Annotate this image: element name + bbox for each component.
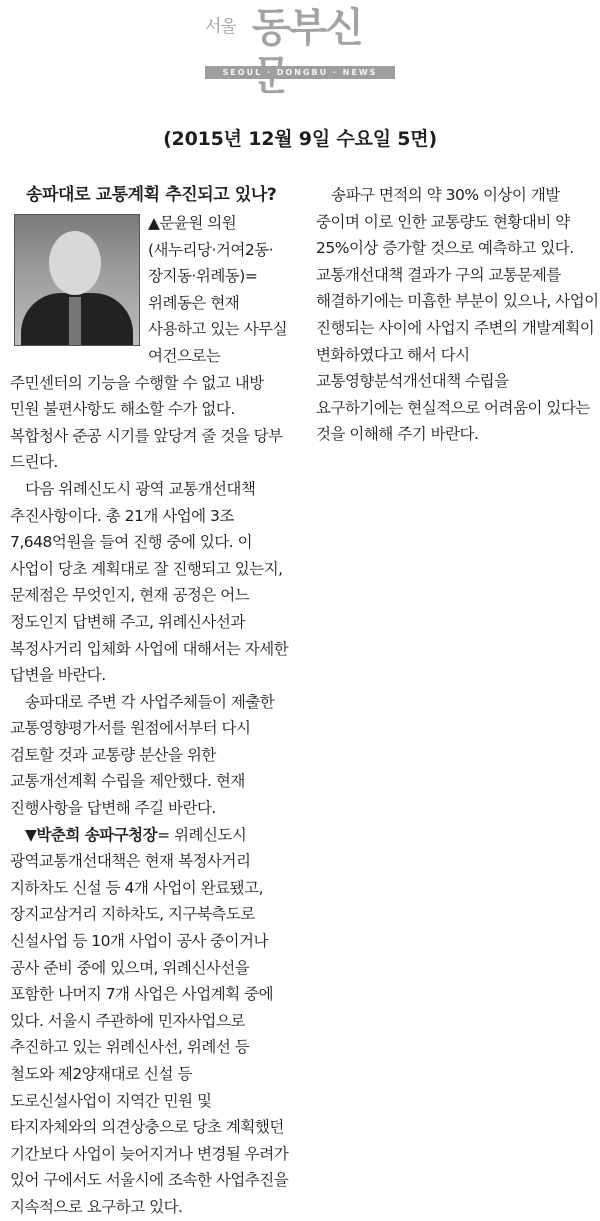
- publication-dateline: (2015년 12월 9일 수요일 5면): [163, 128, 437, 150]
- question-paragraph-1: = 위례동은 현재 사용하고 있는 사무실 여건으로는 주민센터의 기능을 수행할 수 없고 내방 민원 불편사항도 해소할 수가 없다. 복합청사 준공 시기를 앞당겨 줄 것을 당부 드린다.: [10, 267, 288, 472]
- councilor-photo: [14, 214, 140, 346]
- question-marker: ▲: [148, 214, 160, 232]
- masthead-band: SEOUL · DONGBU · NEWS: [205, 66, 395, 79]
- masthead-title: 동부신: [252, 4, 362, 51]
- article-column-left: [10, 210, 293, 1221]
- answer-paragraph-2: 송파구 면적의 약 30% 이상이 개발 중이며 이로 인한 교통량도 현황대비 약 25%이상 증가할 것으로 예측하고 있다. 교통개선대책 결과가 구의 교통문제를 해결하기에는 미흡한 부분이 있으나, 사업이 진행되는 사이에 사업지 주변의 개발계획이 변화하였다고 해서 다시 교통영향분석개선대책 수립을 요구하기에는 현실적으로 어려움이 있다는 것을 이해해 주기 바란다.: [316, 186, 599, 444]
- photo-tie-shape: [69, 297, 81, 345]
- article-column-right: [316, 182, 599, 448]
- answer-speaker: 박춘희 송파구청장: [36, 825, 158, 844]
- masthead-prefix: 서울: [205, 17, 236, 37]
- article-headline: 송파대로 교통계획 추진되고 있나?: [26, 185, 277, 205]
- newspaper-masthead: [205, 4, 395, 82]
- photo-head-shape: [49, 231, 101, 295]
- question-paragraph-3: 송파대로 주변 각 사업주체들이 제출한 교통영향평가서를 원점에서부터 다시 검토할 것과 교통량 분산을 위한 교통개선계획 수립을 제안했다. 현재 진행사항을 답변해 주길 바란다.: [10, 692, 275, 818]
- answer-paragraph-1: = 위례신도시 광역교통개선대책은 현재 복정사거리 지하차도 신설 등 4개 사업이 완료됐고, 장지교삼거리 지하차도, 지구북측도로 신설사업 등 10개 사업이 공사 중이거나 공사 준비 중에 있으며, 위례신사선을 포함한 나머지 7개 사업은 사업계획 중에 있다. 서울시 주관하에 민자사업으로 추진하고 있는 위례신사선, 위례선 등 철도와 제2양재대로 신설 등 도로신설사업이 지역간 민원 및 타지자체와의 의견상충으로 당초 계획했던 기간보다 사업이 늦어지거나 변경될 우려가 있어 구에서도 서울시에 조속한 사업추진을 지속적으로 요구하고 있다.: [10, 825, 289, 1216]
- question-paragraph-2: 다음 위례신도시 광역 교통개선대책 추진사항이다. 총 21개 사업에 3조 7,648억원을 들여 진행 중에 있다. 이 사업이 당초 계획대로 잘 진행되고 있는지, 문제점은 무엇인지, 현재 공정은 어느 정도인지 답변해 주고, 위례신사선과 복정사거리 입체화 사업에 대해서는 자세한 답변을 바란다.: [10, 479, 289, 685]
- answer-marker: ▼: [25, 825, 37, 844]
- question-speaker: 문윤원 의원(새누리당·거여2동·장지동·위례동): [148, 214, 274, 286]
